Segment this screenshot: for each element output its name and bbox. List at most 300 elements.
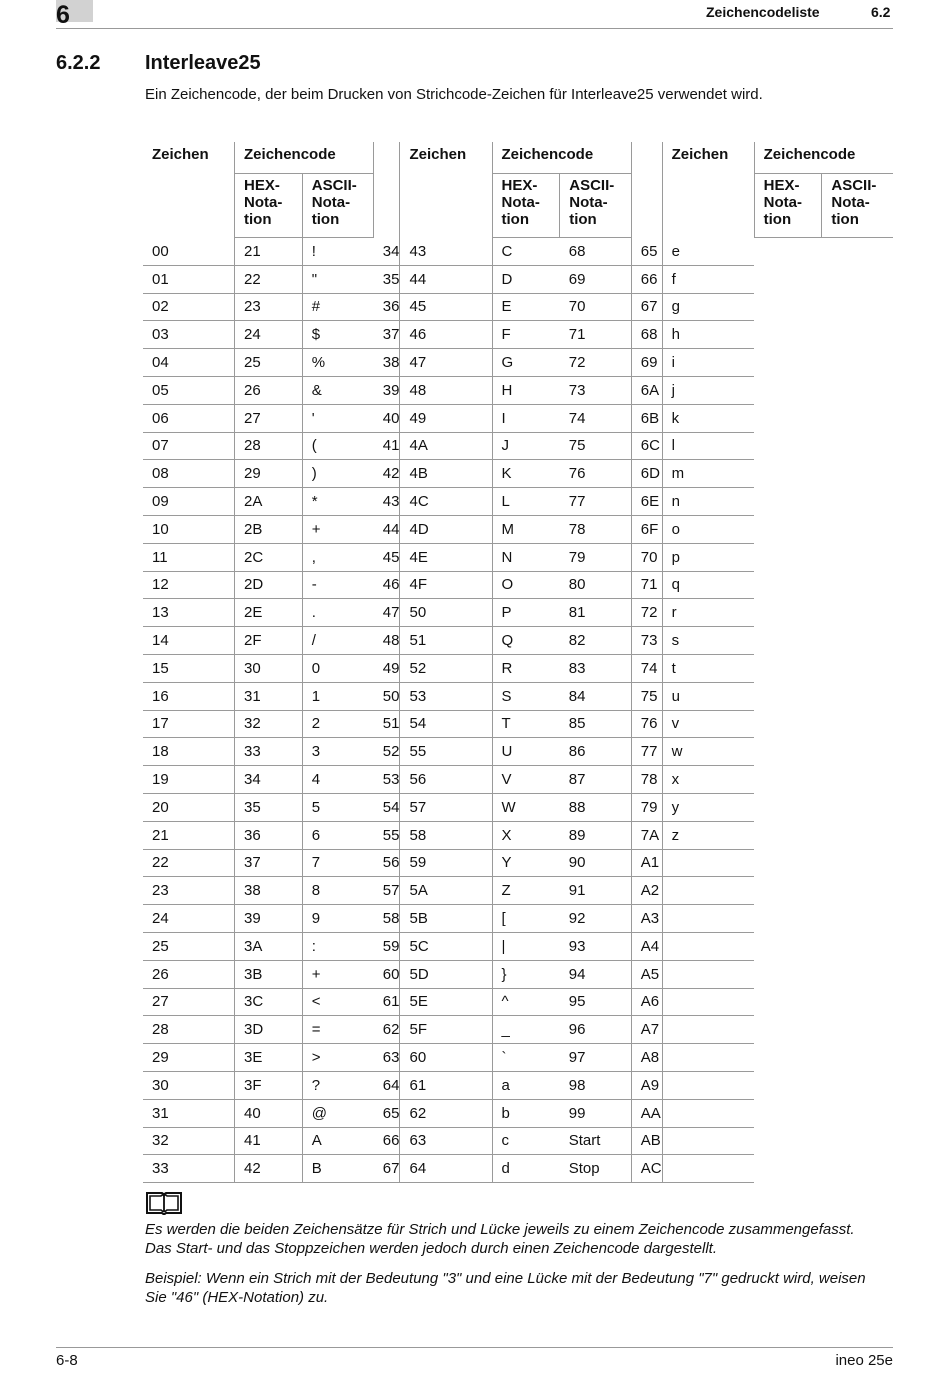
cell-zeichen: 08 [143, 460, 235, 488]
cell-hex: 35 [235, 793, 303, 821]
cell-zeichen: 43 [374, 488, 400, 516]
cell-hex: 63 [400, 1127, 492, 1155]
cell-hex: 71 [631, 571, 662, 599]
cell-ascii: * [302, 488, 374, 516]
cell-zeichen: 30 [143, 1071, 235, 1099]
cell-zeichen: 26 [143, 960, 235, 988]
cell-zeichen: Start [560, 1127, 632, 1155]
cell-zeichen: 25 [143, 932, 235, 960]
cell-zeichen: 00 [143, 238, 235, 266]
cell-hex: 36 [235, 821, 303, 849]
table-row [143, 988, 893, 1016]
page-number: 6-8 [56, 1352, 78, 1369]
cell-hex: 25 [235, 349, 303, 377]
cell-ascii: o [662, 515, 754, 543]
cell-zeichen: 92 [560, 905, 632, 933]
cell-zeichen: 36 [374, 293, 400, 321]
cell-ascii [662, 1155, 754, 1183]
cell-zeichen: 73 [560, 376, 632, 404]
cell-ascii: ` [492, 1044, 560, 1072]
cell-ascii: f [662, 265, 754, 293]
cell-hex: 26 [235, 376, 303, 404]
cell-zeichen: 66 [374, 1127, 400, 1155]
cell-ascii: I [492, 404, 560, 432]
cell-ascii: $ [302, 321, 374, 349]
cell-zeichen: 39 [374, 376, 400, 404]
cell-zeichen: 96 [560, 1016, 632, 1044]
cell-ascii: z [662, 821, 754, 849]
cell-hex: 6D [631, 460, 662, 488]
cell-ascii: Y [492, 849, 560, 877]
cell-hex: 6B [631, 404, 662, 432]
cell-zeichen: 42 [374, 460, 400, 488]
table-row [143, 1044, 893, 1072]
cell-zeichen: 67 [374, 1155, 400, 1183]
cell-zeichen: 63 [374, 1044, 400, 1072]
cell-hex: 64 [400, 1155, 492, 1183]
cell-zeichen: 12 [143, 571, 235, 599]
cell-hex: 67 [631, 293, 662, 321]
cell-ascii [662, 1099, 754, 1127]
cell-ascii: ' [302, 404, 374, 432]
col-zeichencode: Zeichencode [235, 142, 374, 174]
table-row [143, 515, 893, 543]
cell-zeichen: 44 [374, 515, 400, 543]
book-icon [145, 1190, 183, 1216]
cell-ascii [662, 905, 754, 933]
cell-hex: 33 [235, 738, 303, 766]
cell-ascii: c [492, 1127, 560, 1155]
cell-ascii: t [662, 654, 754, 682]
cell-zeichen: 69 [560, 265, 632, 293]
cell-ascii: | [492, 932, 560, 960]
cell-ascii: d [492, 1155, 560, 1183]
cell-zeichen: 75 [560, 432, 632, 460]
cell-hex: 76 [631, 710, 662, 738]
cell-ascii: 7 [302, 849, 374, 877]
cell-hex: 61 [400, 1071, 492, 1099]
cell-ascii: u [662, 682, 754, 710]
cell-hex: 28 [235, 432, 303, 460]
column-separator [631, 142, 662, 238]
cell-hex: 69 [631, 349, 662, 377]
table-body [143, 238, 893, 1183]
cell-ascii: @ [302, 1099, 374, 1127]
cell-zeichen: 91 [560, 877, 632, 905]
table-row [143, 599, 893, 627]
cell-zeichen: 38 [374, 349, 400, 377]
cell-zeichen: 55 [374, 821, 400, 849]
column-separator [374, 142, 400, 238]
cell-zeichen: 21 [143, 821, 235, 849]
cell-hex: A1 [631, 849, 662, 877]
cell-zeichen: 94 [560, 960, 632, 988]
cell-zeichen: 68 [560, 238, 632, 266]
cell-zeichen: 99 [560, 1099, 632, 1127]
cell-ascii [662, 877, 754, 905]
table-row [143, 821, 893, 849]
cell-hex: 6C [631, 432, 662, 460]
cell-zeichen: 79 [560, 543, 632, 571]
cell-hex: 75 [631, 682, 662, 710]
cell-zeichen: 33 [143, 1155, 235, 1183]
cell-hex: 7A [631, 821, 662, 849]
table-row [143, 932, 893, 960]
cell-hex: AA [631, 1099, 662, 1127]
cell-ascii [662, 849, 754, 877]
table-row [143, 738, 893, 766]
cell-ascii [662, 932, 754, 960]
cell-hex: 2C [235, 543, 303, 571]
cell-hex: 30 [235, 654, 303, 682]
note-example [145, 1269, 905, 1307]
cell-ascii: / [302, 627, 374, 655]
cell-hex: 4B [400, 460, 492, 488]
cell-ascii: - [302, 571, 374, 599]
cell-zeichen: 61 [374, 988, 400, 1016]
cell-hex: 22 [235, 265, 303, 293]
cell-hex: 62 [400, 1099, 492, 1127]
cell-zeichen: 82 [560, 627, 632, 655]
cell-zeichen: 02 [143, 293, 235, 321]
table-row [143, 1155, 893, 1183]
cell-ascii: H [492, 376, 560, 404]
cell-ascii: _ [492, 1016, 560, 1044]
cell-hex: 59 [400, 849, 492, 877]
cell-hex: A9 [631, 1071, 662, 1099]
cell-hex: 32 [235, 710, 303, 738]
table-row [143, 1099, 893, 1127]
table-row [143, 766, 893, 794]
col-hex: HEX- Nota- tion [492, 174, 560, 238]
cell-hex: 66 [631, 265, 662, 293]
cell-hex: 4A [400, 432, 492, 460]
cell-hex: A5 [631, 960, 662, 988]
cell-hex: 68 [631, 321, 662, 349]
note-line: Es werden die beiden Zeichensätze für Strich und Lücke jeweils zu einem Zeichencode zusammengefasst. [145, 1221, 855, 1238]
cell-zeichen: 04 [143, 349, 235, 377]
cell-zeichen: 54 [374, 793, 400, 821]
cell-zeichen: 56 [374, 849, 400, 877]
cell-ascii: n [662, 488, 754, 516]
cell-hex: 49 [400, 404, 492, 432]
cell-ascii: F [492, 321, 560, 349]
table-row [143, 793, 893, 821]
cell-zeichen: 52 [374, 738, 400, 766]
cell-zeichen: 98 [560, 1071, 632, 1099]
cell-ascii: Q [492, 627, 560, 655]
cell-hex: 46 [400, 321, 492, 349]
cell-hex: 58 [400, 821, 492, 849]
cell-ascii [662, 1016, 754, 1044]
cell-ascii: v [662, 710, 754, 738]
cell-hex: 74 [631, 654, 662, 682]
table-row [143, 432, 893, 460]
cell-hex: 5C [400, 932, 492, 960]
note-example-line: Sie "46" (HEX-Notation) zu. [145, 1289, 329, 1306]
table-row [143, 682, 893, 710]
cell-hex: 5E [400, 988, 492, 1016]
cell-zeichen: 72 [560, 349, 632, 377]
cell-ascii: . [302, 599, 374, 627]
cell-ascii: : [302, 932, 374, 960]
cell-ascii: a [492, 1071, 560, 1099]
cell-zeichen: 97 [560, 1044, 632, 1072]
cell-hex: 60 [400, 1044, 492, 1072]
table-row [143, 1127, 893, 1155]
footer-divider [56, 1347, 893, 1348]
cell-zeichen: 41 [374, 432, 400, 460]
cell-hex: 41 [235, 1127, 303, 1155]
cell-zeichen: 59 [374, 932, 400, 960]
cell-zeichen: 60 [374, 960, 400, 988]
cell-zeichen: 34 [374, 238, 400, 266]
cell-zeichen: 57 [374, 877, 400, 905]
chapter-number: 6 [56, 1, 70, 29]
cell-hex: 52 [400, 654, 492, 682]
cell-ascii: q [662, 571, 754, 599]
cell-ascii: O [492, 571, 560, 599]
cell-zeichen: 17 [143, 710, 235, 738]
cell-ascii: m [662, 460, 754, 488]
cell-hex: 43 [400, 238, 492, 266]
table-row [143, 238, 893, 266]
table-row [143, 571, 893, 599]
cell-hex: 5F [400, 1016, 492, 1044]
cell-zeichen: 09 [143, 488, 235, 516]
cell-zeichen: 24 [143, 905, 235, 933]
cell-zeichen: 19 [143, 766, 235, 794]
section-intro: Ein Zeichencode, der beim Drucken von Strichcode-Zeichen für Interleave25 verwendet wird. [145, 86, 763, 103]
cell-hex: 31 [235, 682, 303, 710]
cell-zeichen: 80 [560, 571, 632, 599]
cell-zeichen: 81 [560, 599, 632, 627]
cell-zeichen: 85 [560, 710, 632, 738]
cell-ascii: G [492, 349, 560, 377]
table-row [143, 404, 893, 432]
cell-zeichen: 40 [374, 404, 400, 432]
cell-ascii: i [662, 349, 754, 377]
cell-ascii: 5 [302, 793, 374, 821]
cell-zeichen: 20 [143, 793, 235, 821]
cell-ascii: 8 [302, 877, 374, 905]
cell-ascii: 1 [302, 682, 374, 710]
cell-zeichen: 15 [143, 654, 235, 682]
cell-zeichen: 51 [374, 710, 400, 738]
note-line: Das Start- und das Stoppzeichen werden jedoch durch einen Zeichencode dargestellt. [145, 1240, 718, 1257]
cell-hex: 2F [235, 627, 303, 655]
cell-ascii [662, 1044, 754, 1072]
cell-zeichen: 70 [560, 293, 632, 321]
cell-hex: 56 [400, 766, 492, 794]
cell-ascii: D [492, 265, 560, 293]
cell-zeichen: 65 [374, 1099, 400, 1127]
cell-ascii: > [302, 1044, 374, 1072]
cell-zeichen: 77 [560, 488, 632, 516]
cell-ascii: C [492, 238, 560, 266]
cell-zeichen: 78 [560, 515, 632, 543]
cell-ascii [662, 960, 754, 988]
cell-ascii: l [662, 432, 754, 460]
cell-zeichen: 89 [560, 821, 632, 849]
cell-zeichen: 90 [560, 849, 632, 877]
col-zeichen: Zeichen [152, 146, 209, 163]
cell-zeichen: 23 [143, 877, 235, 905]
cell-hex: 27 [235, 404, 303, 432]
cell-zeichen: 86 [560, 738, 632, 766]
cell-ascii: & [302, 376, 374, 404]
cell-hex: 48 [400, 376, 492, 404]
cell-zeichen: 32 [143, 1127, 235, 1155]
cell-hex: 21 [235, 238, 303, 266]
cell-ascii: R [492, 654, 560, 682]
cell-hex: A2 [631, 877, 662, 905]
cell-ascii: % [302, 349, 374, 377]
cell-ascii: g [662, 293, 754, 321]
cell-ascii: = [302, 1016, 374, 1044]
cell-ascii: w [662, 738, 754, 766]
table-row [143, 321, 893, 349]
cell-hex: A4 [631, 932, 662, 960]
col-hex: HEX- Nota- tion [754, 174, 822, 238]
cell-hex: 2D [235, 571, 303, 599]
cell-ascii [662, 1127, 754, 1155]
col-zeichencode: Zeichencode [492, 142, 631, 174]
cell-hex: 4E [400, 543, 492, 571]
cell-zeichen: 01 [143, 265, 235, 293]
cell-zeichen: 16 [143, 682, 235, 710]
cell-zeichen: 31 [143, 1099, 235, 1127]
cell-hex: 3F [235, 1071, 303, 1099]
cell-hex: A7 [631, 1016, 662, 1044]
cell-ascii: A [302, 1127, 374, 1155]
cell-hex: 2B [235, 515, 303, 543]
cell-ascii [662, 988, 754, 1016]
col-hex: HEX- Nota- tion [235, 174, 303, 238]
cell-zeichen: 07 [143, 432, 235, 460]
cell-zeichen: 95 [560, 988, 632, 1016]
cell-zeichen: 35 [374, 265, 400, 293]
cell-hex: 3B [235, 960, 303, 988]
table-row [143, 849, 893, 877]
cell-hex: 45 [400, 293, 492, 321]
cell-zeichen: 58 [374, 905, 400, 933]
cell-hex: 72 [631, 599, 662, 627]
table-row [143, 376, 893, 404]
cell-hex: 4D [400, 515, 492, 543]
cell-ascii: ( [302, 432, 374, 460]
cell-hex: 40 [235, 1099, 303, 1127]
table-row [143, 460, 893, 488]
cell-hex: 5D [400, 960, 492, 988]
table-row [143, 293, 893, 321]
cell-ascii: # [302, 293, 374, 321]
cell-ascii: } [492, 960, 560, 988]
cell-ascii: U [492, 738, 560, 766]
cell-hex: 5A [400, 877, 492, 905]
cell-zeichen: 53 [374, 766, 400, 794]
cell-ascii: + [302, 960, 374, 988]
cell-zeichen: 37 [374, 321, 400, 349]
cell-hex: 65 [631, 238, 662, 266]
cell-zeichen: 18 [143, 738, 235, 766]
cell-hex: AB [631, 1127, 662, 1155]
cell-ascii: r [662, 599, 754, 627]
cell-ascii: V [492, 766, 560, 794]
col-ascii: ASCII- Nota- tion [302, 174, 374, 238]
cell-zeichen: 83 [560, 654, 632, 682]
cell-zeichen: 29 [143, 1044, 235, 1072]
cell-hex: 2E [235, 599, 303, 627]
cell-ascii: x [662, 766, 754, 794]
header-divider [56, 28, 893, 29]
table-row [143, 1071, 893, 1099]
cell-hex: 70 [631, 543, 662, 571]
cell-zeichen: 93 [560, 932, 632, 960]
cell-zeichen: 10 [143, 515, 235, 543]
running-header-title: Zeichencodeliste [706, 4, 820, 20]
cell-ascii: 4 [302, 766, 374, 794]
running-header-section: 6.2 [871, 4, 891, 20]
cell-hex: 37 [235, 849, 303, 877]
cell-hex: 3C [235, 988, 303, 1016]
cell-ascii: < [302, 988, 374, 1016]
cell-zeichen: 64 [374, 1071, 400, 1099]
cell-zeichen: 22 [143, 849, 235, 877]
cell-ascii: 0 [302, 654, 374, 682]
table-row [143, 627, 893, 655]
product-name: ineo 25e [835, 1352, 893, 1369]
cell-ascii: + [302, 515, 374, 543]
cell-hex: 47 [400, 349, 492, 377]
cell-zeichen: 05 [143, 376, 235, 404]
table-row [143, 265, 893, 293]
cell-ascii: " [302, 265, 374, 293]
cell-ascii: b [492, 1099, 560, 1127]
col-ascii: ASCII- Nota- tion [822, 174, 893, 238]
cell-zeichen: Stop [560, 1155, 632, 1183]
cell-hex: 3A [235, 932, 303, 960]
table-row [143, 349, 893, 377]
cell-zeichen: 76 [560, 460, 632, 488]
cell-hex: A8 [631, 1044, 662, 1072]
table-row [143, 905, 893, 933]
cell-hex: 50 [400, 599, 492, 627]
cell-zeichen: 88 [560, 793, 632, 821]
cell-hex: 53 [400, 682, 492, 710]
cell-zeichen: 47 [374, 599, 400, 627]
cell-zeichen: 87 [560, 766, 632, 794]
cell-hex: AC [631, 1155, 662, 1183]
cell-ascii: p [662, 543, 754, 571]
cell-hex: 2A [235, 488, 303, 516]
cell-zeichen: 49 [374, 654, 400, 682]
cell-ascii: 9 [302, 905, 374, 933]
cell-hex: 57 [400, 793, 492, 821]
cell-hex: 5B [400, 905, 492, 933]
note-text [145, 1220, 905, 1258]
cell-hex: 55 [400, 738, 492, 766]
section-title: Interleave25 [145, 52, 261, 74]
cell-ascii: 6 [302, 821, 374, 849]
cell-ascii: N [492, 543, 560, 571]
col-zeichen: Zeichen [409, 146, 467, 163]
cell-zeichen: 13 [143, 599, 235, 627]
cell-zeichen: 03 [143, 321, 235, 349]
cell-zeichen: 11 [143, 543, 235, 571]
cell-hex: 24 [235, 321, 303, 349]
cell-hex: 29 [235, 460, 303, 488]
